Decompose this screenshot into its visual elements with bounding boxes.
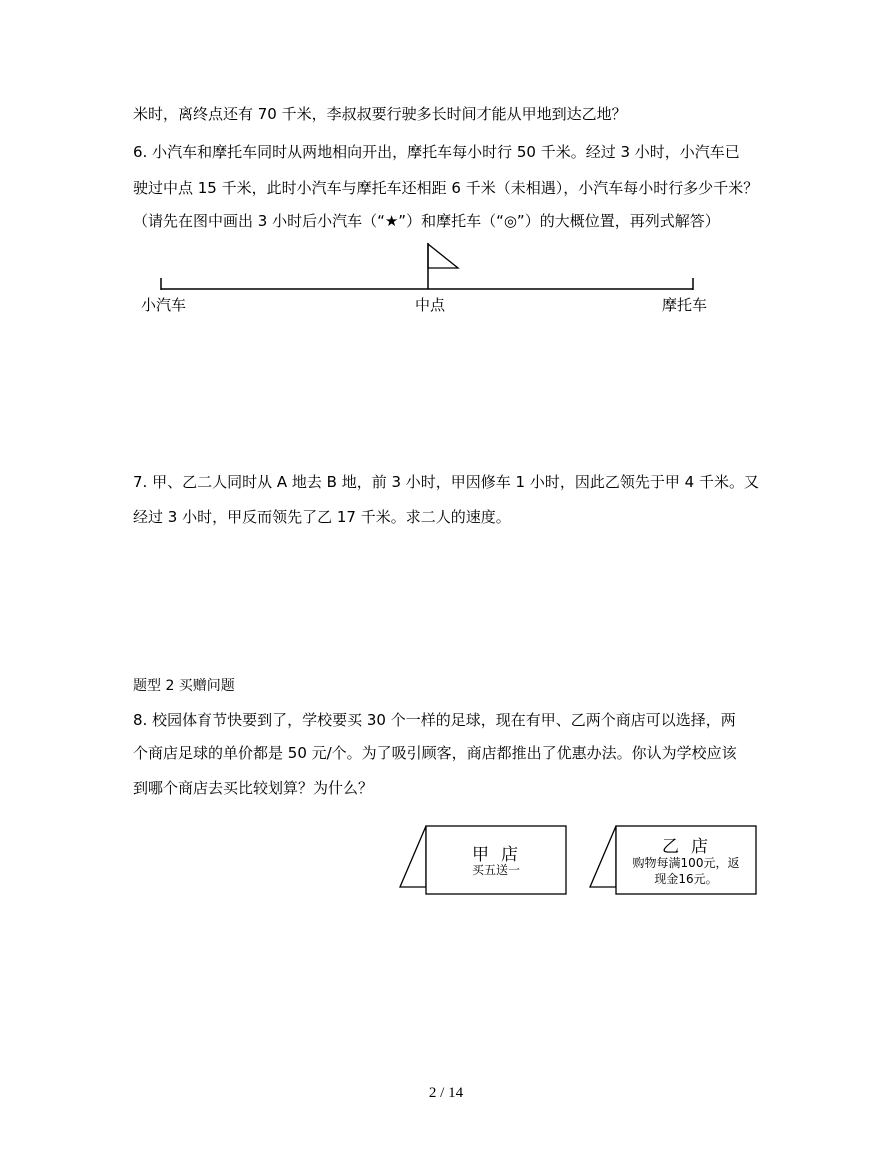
q8-line-1: 8. 校园体育节快要到了，学校要买 30 个一样的足球，现在有甲、乙两个商店可以选择，两 — [133, 711, 736, 729]
q6-line-2: 驶过中点 15 千米，此时小汽车与摩托车还相距 6 千米（未相遇），小汽车每小时行多少千米？ — [133, 179, 759, 197]
text-line-1: 米时，离终点还有 70 千米，李叔叔要行驶多长时间才能从甲地到达乙地？ — [133, 105, 627, 123]
shop-b-offer-line1: 购物每满100元，返 — [632, 856, 740, 870]
car-label: 小汽车 — [141, 296, 187, 314]
shop-b-offer-line2: 现金16元。 — [654, 872, 718, 886]
page-number: 2 / 14 — [428, 1085, 464, 1101]
q7-line-1: 7. 甲、乙二人同时从 A 地去 B 地，前 3 小时，甲因修车 1 小时，因此乙领先于甲 4 千米。又 — [133, 473, 759, 491]
q8-line-2: 个商店足球的单价都是 50 元/个。为了吸引顾客，商店都推出了优惠办法。你认为学校应该 — [133, 744, 737, 762]
q6-line-3: （请先在图中画出 3 小时后小汽车（“★”）和摩托车（“◎”）的大概位置，再列式解答） — [133, 212, 720, 230]
midpoint-label: 中点 — [415, 296, 446, 314]
shop-a-offer: 买五送一 — [471, 863, 520, 877]
shop-b-title: 乙店 — [662, 837, 720, 857]
q6-line-1: 6. 小汽车和摩托车同时从两地相向开出，摩托车每小时行 50 千米。经过 3 小时，小汽车已 — [133, 143, 740, 161]
shop-b-sign-side — [590, 826, 616, 887]
q8-line-3: 到哪个商店去买比较划算？为什么？ — [133, 779, 374, 797]
midpoint-flag-icon — [428, 244, 458, 268]
segment-line-diagram — [161, 243, 693, 290]
motorcycle-label: 摩托车 — [662, 296, 708, 314]
q7-line-2: 经过 3 小时，甲反而领先了乙 17 千米。求二人的速度。 — [133, 508, 511, 526]
shop-a-sign-side — [400, 826, 426, 887]
section-title: 题型 2 买赠问题 — [133, 678, 235, 694]
shop-a-title: 甲店 — [472, 845, 530, 865]
